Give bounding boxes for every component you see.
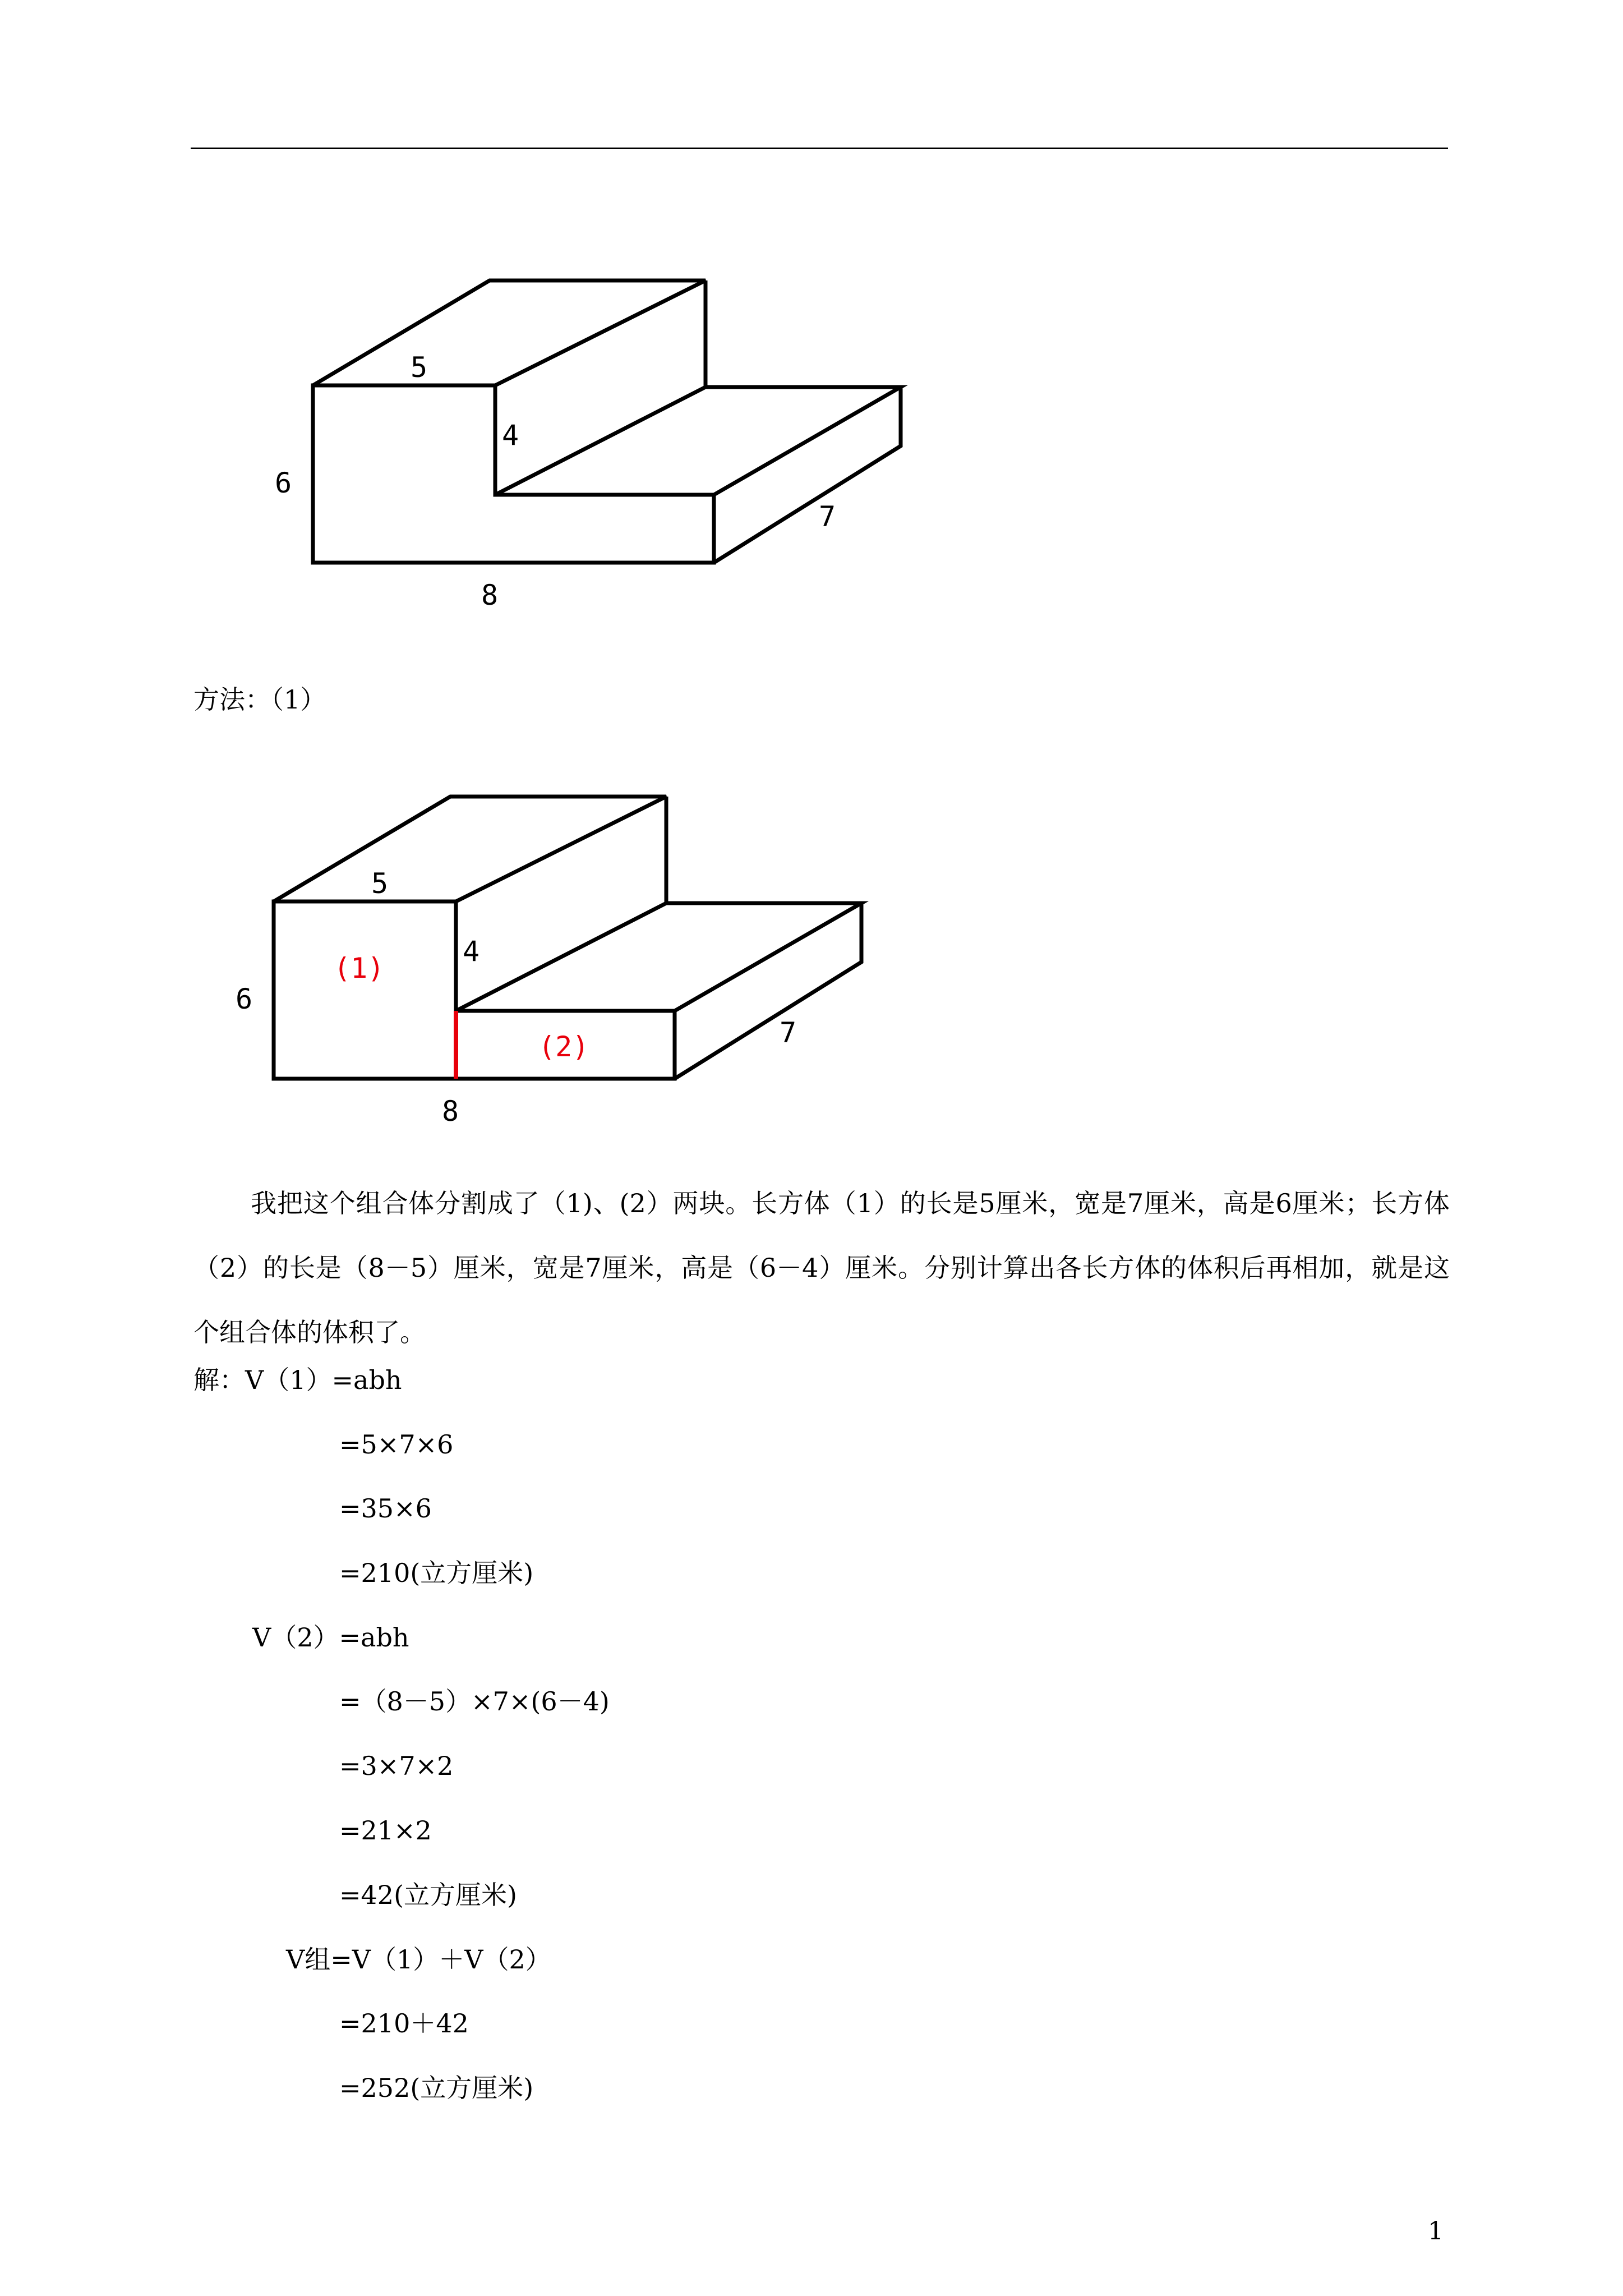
explanation-paragraph: 我把这个组合体分割成了（1)、(2）两块。长方体（1）的长是5厘米，宽是7厘米，高是6厘米；长方体（2）的长是（8－5）厘米，宽是7厘米，高是（6－4）厘米。分别计算出各长方体的体积后再相加，就是这个组合体的体积了。 (193, 1188, 1450, 1347)
label-height: 6 (236, 983, 253, 1015)
solution-line-7: =3×7×2 (339, 1751, 454, 1781)
solution-line-10: V组=V（1）＋V（2） (286, 1944, 551, 1975)
right-side-face (714, 387, 901, 563)
label-top: 5 (411, 351, 428, 384)
label-depth: 7 (780, 1016, 797, 1049)
top-upper-face (313, 280, 706, 385)
solution-line-9: =42(立方厘米) (339, 1880, 517, 1910)
riser-face (495, 280, 706, 495)
solution-line-6: =（8－5）×7×(6－4) (339, 1686, 610, 1717)
solution-line-12: =252(立方厘米) (339, 2073, 534, 2103)
riser-face (456, 797, 666, 1011)
solution-line-2: =5×7×6 (339, 1429, 454, 1460)
lower-step-face (666, 903, 861, 1011)
figure-step-solid (264, 269, 925, 639)
part2-label: (2) (538, 1030, 589, 1063)
solution-line-4: =210(立方厘米) (339, 1558, 534, 1588)
right-side-face (675, 903, 861, 1079)
top-upper-face (274, 797, 666, 901)
figure-split-solid (224, 785, 886, 1156)
solution-line-3: =35×6 (339, 1493, 432, 1524)
lower-step-face (706, 387, 901, 495)
solution-line-11: =210＋42 (339, 2008, 469, 2039)
label-step: 4 (463, 935, 480, 968)
solution-line-1: 解：V（1）=abh (193, 1365, 402, 1395)
label-top: 5 (371, 867, 389, 900)
label-height: 6 (275, 467, 292, 499)
label-width: 8 (481, 579, 499, 611)
solution-line-5: V（2）=abh (252, 1622, 409, 1653)
method-label: 方法：（1） (193, 684, 326, 715)
label-depth: 7 (819, 500, 836, 533)
part1-label: (1) (334, 952, 385, 984)
page-number: 1 (1428, 2217, 1444, 2246)
header-rule (191, 148, 1448, 149)
label-width: 8 (442, 1095, 459, 1128)
solution-line-8: =21×2 (339, 1815, 432, 1846)
label-step: 4 (502, 419, 519, 452)
